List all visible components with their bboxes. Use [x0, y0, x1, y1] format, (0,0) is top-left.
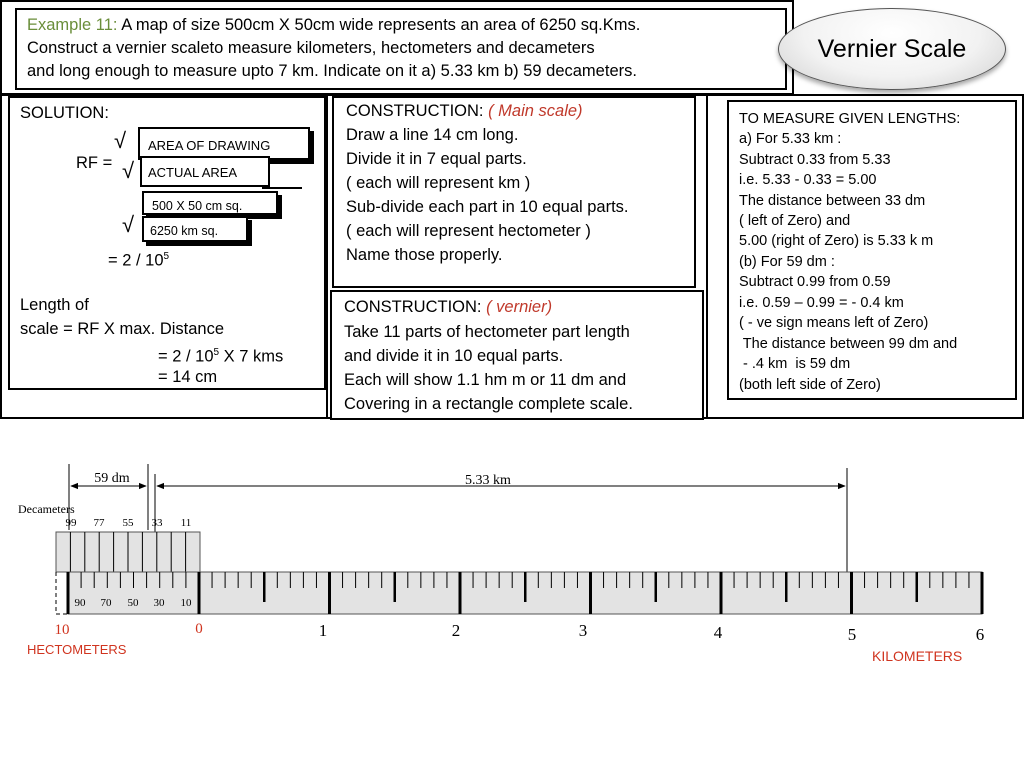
problem-line-1: Example 11: A map of size 500cm X 50cm wide represents an area of 6250 sq.Kms.: [27, 16, 641, 34]
calc-line-2: = 14 cm: [158, 368, 218, 386]
hectometer-tick-label: 50: [127, 597, 139, 609]
km-label: 4: [713, 623, 723, 642]
measure-line: a) For 5.33 km :: [739, 131, 842, 147]
construction-vernier-line: Covering in a rectangle complete scale.: [344, 395, 633, 413]
hectometer-tick-label: 10: [180, 597, 192, 609]
title-oval: [778, 8, 1006, 90]
problem-line-2: Construct a vernier scaleto measure kilometers, hectometers and decameters: [27, 39, 595, 57]
km-label: 1: [318, 621, 328, 640]
measure-line: - .4 km is 59 dm: [739, 356, 851, 372]
construction-main-line: Name those properly.: [346, 246, 503, 264]
construction-main-heading: CONSTRUCTION: ( Main scale): [346, 102, 583, 120]
measure-line: 5.00 (right of Zero) is 5.33 k m: [739, 233, 934, 249]
measure-line: (both left side of Zero): [739, 377, 881, 393]
km-label: 3: [578, 621, 588, 640]
construction-vernier-line: and divide it in 10 equal parts.: [344, 347, 564, 365]
decameters-label: Decameters: [18, 502, 75, 516]
problem-statement-box: [15, 8, 787, 90]
vernier-label: 77: [93, 517, 105, 529]
construction-main-line: Sub-divide each part in 10 equal parts.: [346, 198, 629, 216]
km-label-zero: 0: [195, 621, 203, 637]
radical-icon: √: [114, 128, 127, 153]
measure-line: ( left of Zero) and: [739, 213, 851, 229]
vernier-label: 33: [151, 517, 163, 529]
hectometers-label: HECTOMETERS: [27, 642, 127, 657]
hectometer-tick-label: 70: [100, 597, 112, 609]
measure-line: TO MEASURE GIVEN LENGTHS:: [739, 111, 961, 127]
example-label: Example 11:: [27, 16, 118, 34]
hectometer-tick-label: 90: [74, 597, 86, 609]
measure-line: Subtract 0.33 from 5.33: [739, 152, 891, 168]
problem-line-3: and long enough to measure upto 7 km. Indicate on it a) 5.33 km b) 59 decameters.: [27, 62, 637, 80]
dim-label-533km: 5.33 km: [465, 473, 511, 488]
drawing-area-value-box: 500 X 50 cm sq.: [142, 191, 278, 215]
solution-box: [8, 96, 326, 390]
measure-box: [727, 100, 1017, 400]
fraction-bar: [262, 187, 302, 189]
measure-line: Subtract 0.99 from 0.59: [739, 274, 891, 290]
kilometers-label: KILOMETERS: [872, 648, 963, 664]
length-line-2: scale = RF X max. Distance: [20, 320, 225, 338]
construction-main-line: ( each will represent hectometer ): [346, 222, 591, 240]
construction-vernier-heading: CONSTRUCTION: ( vernier): [344, 298, 553, 316]
page-title: Vernier Scale: [817, 34, 967, 63]
km-label: 2: [451, 621, 461, 640]
dim-label-59dm: 59 dm: [94, 471, 130, 486]
construction-main-line: Divide it in 7 equal parts.: [346, 150, 527, 168]
km-label-left-10: 10: [54, 622, 70, 638]
measure-line: The distance between 33 dm: [739, 193, 926, 209]
actual-area-box: ACTUAL AREA: [140, 156, 270, 187]
measure-line: The distance between 99 dm and: [739, 336, 958, 352]
length-line-1: Length of: [20, 296, 89, 314]
construction-vernier-line: Take 11 parts of hectometer part length: [344, 323, 630, 341]
vernier-scale-diagram: [0, 440, 1024, 670]
radical-icon-3: √: [122, 212, 135, 237]
km-label: 5: [847, 625, 857, 644]
km-label: 6: [975, 625, 985, 644]
construction-main-line: Draw a line 14 cm long.: [346, 126, 519, 144]
measure-line: i.e. 0.59 – 0.99 = - 0.4 km: [739, 295, 904, 311]
vernier-label: 55: [122, 517, 134, 529]
construction-vernier-box: [330, 290, 704, 420]
construction-main-line: ( each will represent km ): [346, 174, 531, 192]
actual-area-value-box: 6250 km sq.: [142, 216, 248, 242]
measure-line: (b) For 59 dm :: [739, 254, 835, 270]
vernier-label: 99: [65, 517, 77, 529]
rf-label: RF =: [76, 154, 113, 172]
construction-vernier-line: Each will show 1.1 hm m or 11 dm and: [344, 371, 627, 389]
solution-heading: SOLUTION:: [20, 104, 109, 122]
area-of-drawing-box: AREA OF DRAWING: [138, 127, 310, 160]
vernier-label: 11: [180, 517, 192, 529]
measure-line: ( - ve sign means left of Zero): [739, 315, 929, 331]
hectometer-tick-label: 30: [153, 597, 165, 609]
measure-line: i.e. 5.33 - 0.33 = 5.00: [739, 172, 877, 188]
rf-result: = $2 / 10^5$: [108, 251, 170, 270]
construction-main-box: [332, 96, 696, 288]
radical-icon-2: √: [122, 158, 135, 183]
calc-line-1: = $2 / 10^5$ X 7 kms: [158, 347, 284, 366]
